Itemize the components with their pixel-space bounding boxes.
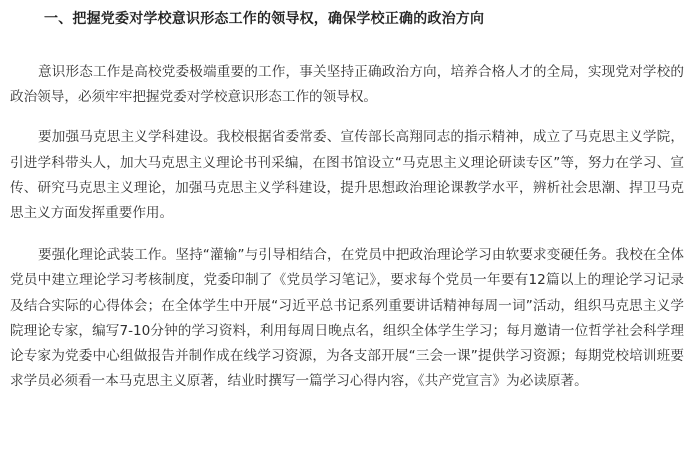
paragraph-marxism-discipline: 要加强马克思主义学科建设。我校根据省委常委、宣传部长高翔同志的指示精神，成立了马克思主义学院，引进学科带头人，加大马克思主义理论书刊采编，在图书馆设立“马克思主义理论研读专区”等，努力在学习、宣传、研究马克思主义理论，加强马克思主义学科建设，提升思想政治理论课教学水平，辨析社会思潮、捍卫马克思主义方面发挥重要作用。 [10,129,684,222]
paragraph-ideology-work: 意识形态工作是高校党委极端重要的工作，事关坚持正确政治方向，培养合格人才的全局，实现党对学校的政治领导，必须牢牢把握党委对学校意识形态工作的领导权。 [10,64,684,106]
paragraph-theory-study: 要强化理论武装工作。坚持“灌输”与引导相结合，在党员中把政治理论学习由软要求变硬任务。我校在全体党员中建立理论学习考核制度，党委印制了《党员学习笔记》，要求每个党员一年要有12篇以上的理论学习记录及结合实际的心得体会；在全体学生中开展“习近平总书记系列重要讲话精神每周一词”活动，组织马克思主义学院理论专家，编写7-10分钟的学习资料，利用每周日晚点名，组织全体学生学习；每月邀请一位哲学社会科学理论专家为党委中心组做报告并制作成在线学习资源，为各支部开展“三会一课”提供学习资源；每期党校培训班要求学员必须看一本马克思主义原著，结业时撰写一篇学习心得内容，《共产党宣言》为必读原著。 [10,247,684,390]
section-heading: 一、把握党委对学校意识形态工作的领导权，确保学校正确的政治方向 [44,11,485,27]
